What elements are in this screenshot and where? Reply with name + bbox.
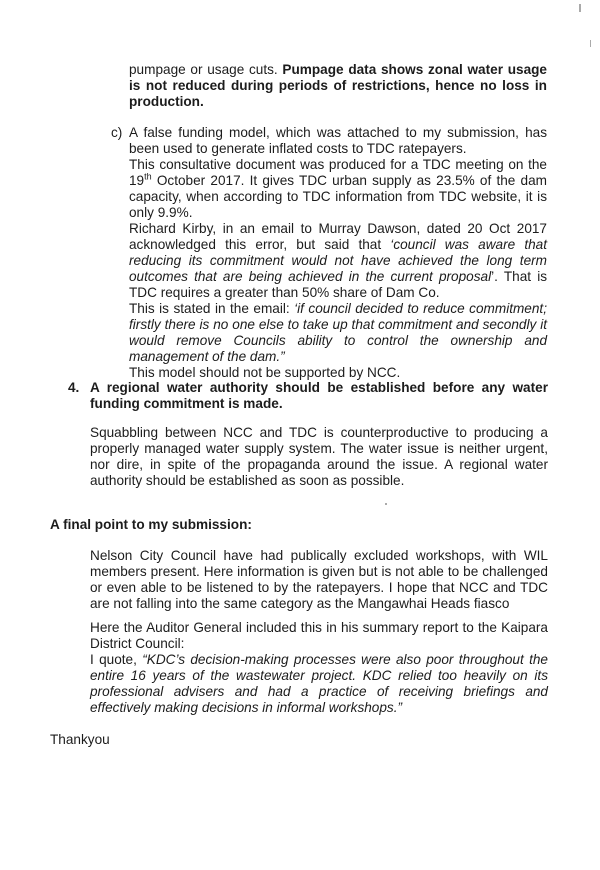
item-c-text-4 <box>129 301 547 365</box>
scan-mark-top <box>579 4 581 12</box>
quote-intro: I quote, <box>90 652 143 667</box>
section-4-body <box>90 425 548 489</box>
final-paragraph-2b <box>90 652 548 716</box>
item-c-text-2a: This consultative document was produced for a TDC meeting on the 19 <box>129 157 547 188</box>
ordinal-suffix: th <box>144 171 152 182</box>
section-4-body-text: Squabbling between NCC and TDC is counterproductive to producing a properly managed water supply system. The water issue is neither urgent, nor dire, in spite of the propaganda around the issue. A regional water authority should be established as soon as possible. <box>90 425 548 488</box>
final-heading-text: A final point to my submission: <box>50 517 252 532</box>
item-c-body <box>129 125 547 381</box>
scan-mark-right <box>590 40 591 47</box>
item-c-text-2 <box>129 157 547 221</box>
item-c-label: c) <box>111 125 123 140</box>
item-c-text-3a: Richard Kirby, in an email to Murray Dawson, dated 20 Oct 2017 acknowledged this error, but said that <box>129 221 547 252</box>
item-c-text-4a: This is stated in the email: <box>129 301 295 316</box>
final-paragraph-1-text: Nelson City Council have had publically excluded workshops, with WIL members present. Here information is given but is not able to be challenged or even able to be listened to by the ratepayers. I hope that NCC and TDC are not falling into the same category as the Mangawhai Heads fiasco <box>90 548 548 611</box>
closing-text: Thankyou <box>50 732 110 747</box>
section-4-heading-text: A regional water authority should be established before any water funding commitment is made. <box>90 380 548 411</box>
item-c-text-3b: ’. That is TDC requires a greater than 50% share of Dam Co. <box>129 269 548 300</box>
section-4-heading <box>90 380 548 412</box>
final-paragraph-2 <box>90 620 548 716</box>
auditor-quote: “KDC’s decision-making processes were also poor throughout the entire 16 years of the wastewater project. KDC relied too heavily on its professional advisers and had a practice of receiving briefings and effectively making decisions in informal workshops.” <box>90 652 548 715</box>
closing <box>50 732 250 748</box>
item-c-text-3 <box>129 221 547 301</box>
item-c-quote-2: ‘if council decided to reduce commitment; firstly there is no one else to take up that commitment and secondly it would remove Councils ability to control the ownership and management of the dam.” <box>129 301 547 364</box>
pumpage-text: pumpage or usage cuts. <box>129 62 283 77</box>
final-paragraph-1 <box>90 548 548 612</box>
item-c-quote-1: ‘council was aware that reducing its commitment would not have achieved the long term outcomes that are being achieved in the current proposal <box>129 237 547 284</box>
item-c-text-2b: October 2017. It gives TDC urban supply as 23.5% of the dam capacity, when according to TDC information from TDC website, it is only 9.9%. <box>129 173 547 220</box>
section-4-number: 4. <box>68 380 80 395</box>
scan-mark-dot <box>385 503 387 505</box>
final-paragraph-2a: Here the Auditor General included this in his summary report to the Kaipara District Council: <box>90 620 548 651</box>
paragraph-pumpage <box>129 62 547 110</box>
item-c-text-5: This model should not be supported by NCC. <box>129 365 401 380</box>
pumpage-bold-text: Pumpage data shows zonal water usage is not reduced during periods of restrictions, hence no loss in production. <box>129 62 547 109</box>
final-heading <box>50 517 450 533</box>
item-c-text-1: A false funding model, which was attached to my submission, has been used to generate inflated costs to TDC ratepayers. <box>129 125 547 156</box>
